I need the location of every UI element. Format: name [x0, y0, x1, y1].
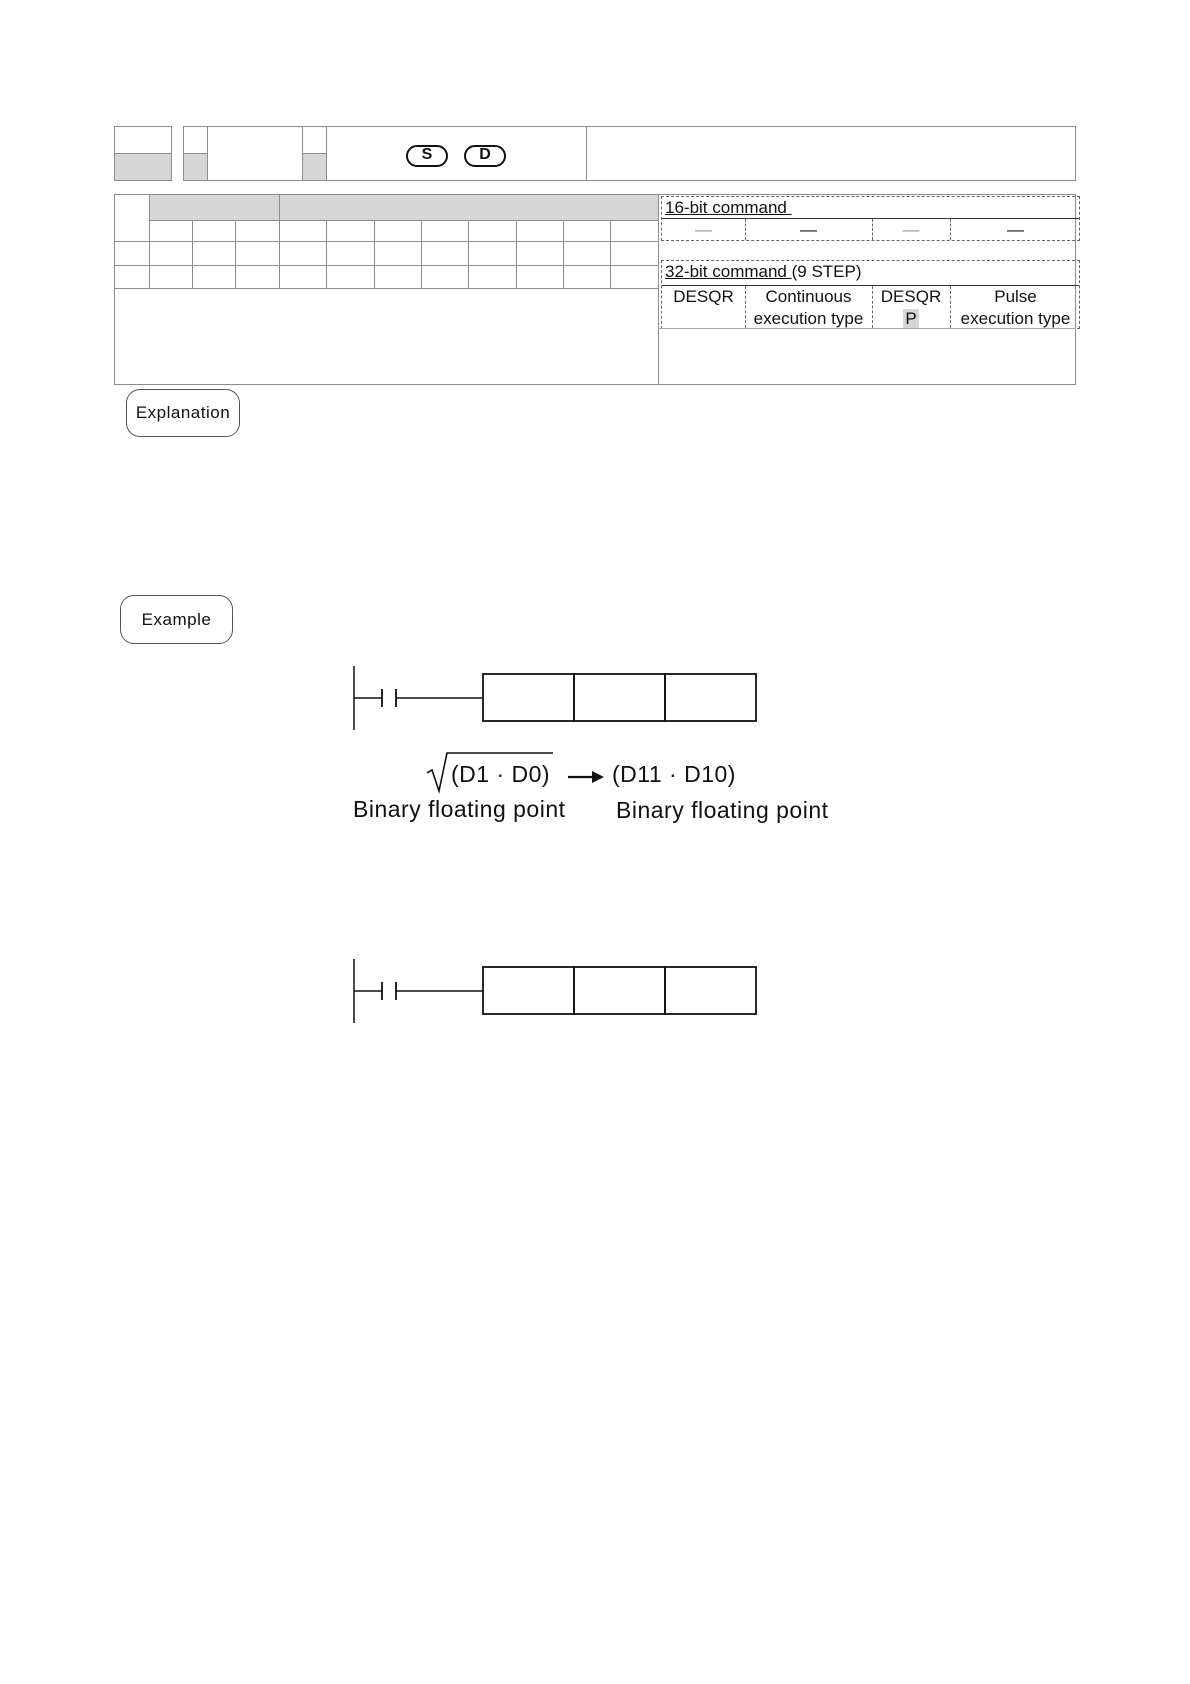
command-16bit-cell-2: — — [800, 220, 817, 239]
operand-d-pill: D — [464, 145, 506, 167]
command-32bit-steps: (9 STEP) — [791, 262, 862, 281]
source-type-label: Binary floating point — [353, 796, 566, 822]
bit-flag-top — [183, 126, 208, 154]
function-box — [586, 126, 1076, 181]
example-tag: Example — [120, 595, 233, 644]
formula-destination: (D11 · D10) — [612, 761, 736, 787]
device-row-d — [115, 266, 659, 289]
destination-type-label: Binary floating point — [616, 797, 829, 823]
instruction-box-source — [574, 674, 665, 721]
instruction-box-destination — [665, 967, 756, 1014]
instruction-box-mnemonic — [483, 967, 574, 1014]
pulse-flag-bottom — [302, 153, 327, 181]
api-number-box — [114, 126, 172, 154]
command-32bit-title: 32-bit command — [665, 262, 787, 281]
command-32bit-pulse-line2: execution type — [960, 309, 1071, 328]
api-number-shaded — [114, 153, 172, 181]
operand-box — [326, 126, 587, 181]
word-device-header — [279, 195, 658, 221]
ladder-diagram-1 — [340, 660, 780, 755]
command-32bit-continuous-line1: Continuous — [765, 287, 852, 306]
contact-symbol — [382, 982, 396, 1000]
command-16bit-cell-1: — — [695, 220, 712, 239]
ladder-diagram-2 — [340, 953, 780, 1048]
command-32bit-continuous-line2: execution type — [753, 309, 864, 328]
command-16bit-cell-4: — — [1007, 220, 1024, 239]
operand-s-pill: S — [406, 145, 448, 167]
command-32bit-pulse-suffix: P — [905, 309, 917, 328]
command-32bit-pulse-line1: Pulse — [994, 287, 1037, 306]
command-32bit — [661, 260, 1080, 329]
contact-symbol — [382, 689, 396, 707]
device-table — [114, 194, 659, 289]
device-notes-area — [658, 194, 659, 385]
formula-source: (D1 · D0) — [451, 761, 551, 787]
bit-device-header — [149, 195, 279, 221]
command-16bit-title: 16-bit command — [665, 198, 787, 217]
command-16bit-cell-3: — — [902, 220, 920, 239]
arrow-right-icon — [566, 767, 606, 787]
mnemonic-box — [207, 126, 303, 181]
device-corner — [115, 195, 150, 242]
bit-flag-bottom — [183, 153, 208, 181]
instruction-box-mnemonic — [483, 674, 574, 721]
device-row-s — [115, 242, 659, 266]
explanation-tag: Explanation — [126, 389, 240, 437]
command-divider — [658, 328, 1076, 329]
instruction-box-destination — [665, 674, 756, 721]
command-32bit-mnemonic: DESQR — [673, 287, 734, 306]
instruction-box-source — [574, 967, 665, 1014]
command-32bit-pulse-mnemonic: DESQR — [880, 287, 942, 306]
pulse-flag-top — [302, 126, 327, 154]
command-16bit — [661, 196, 1080, 241]
